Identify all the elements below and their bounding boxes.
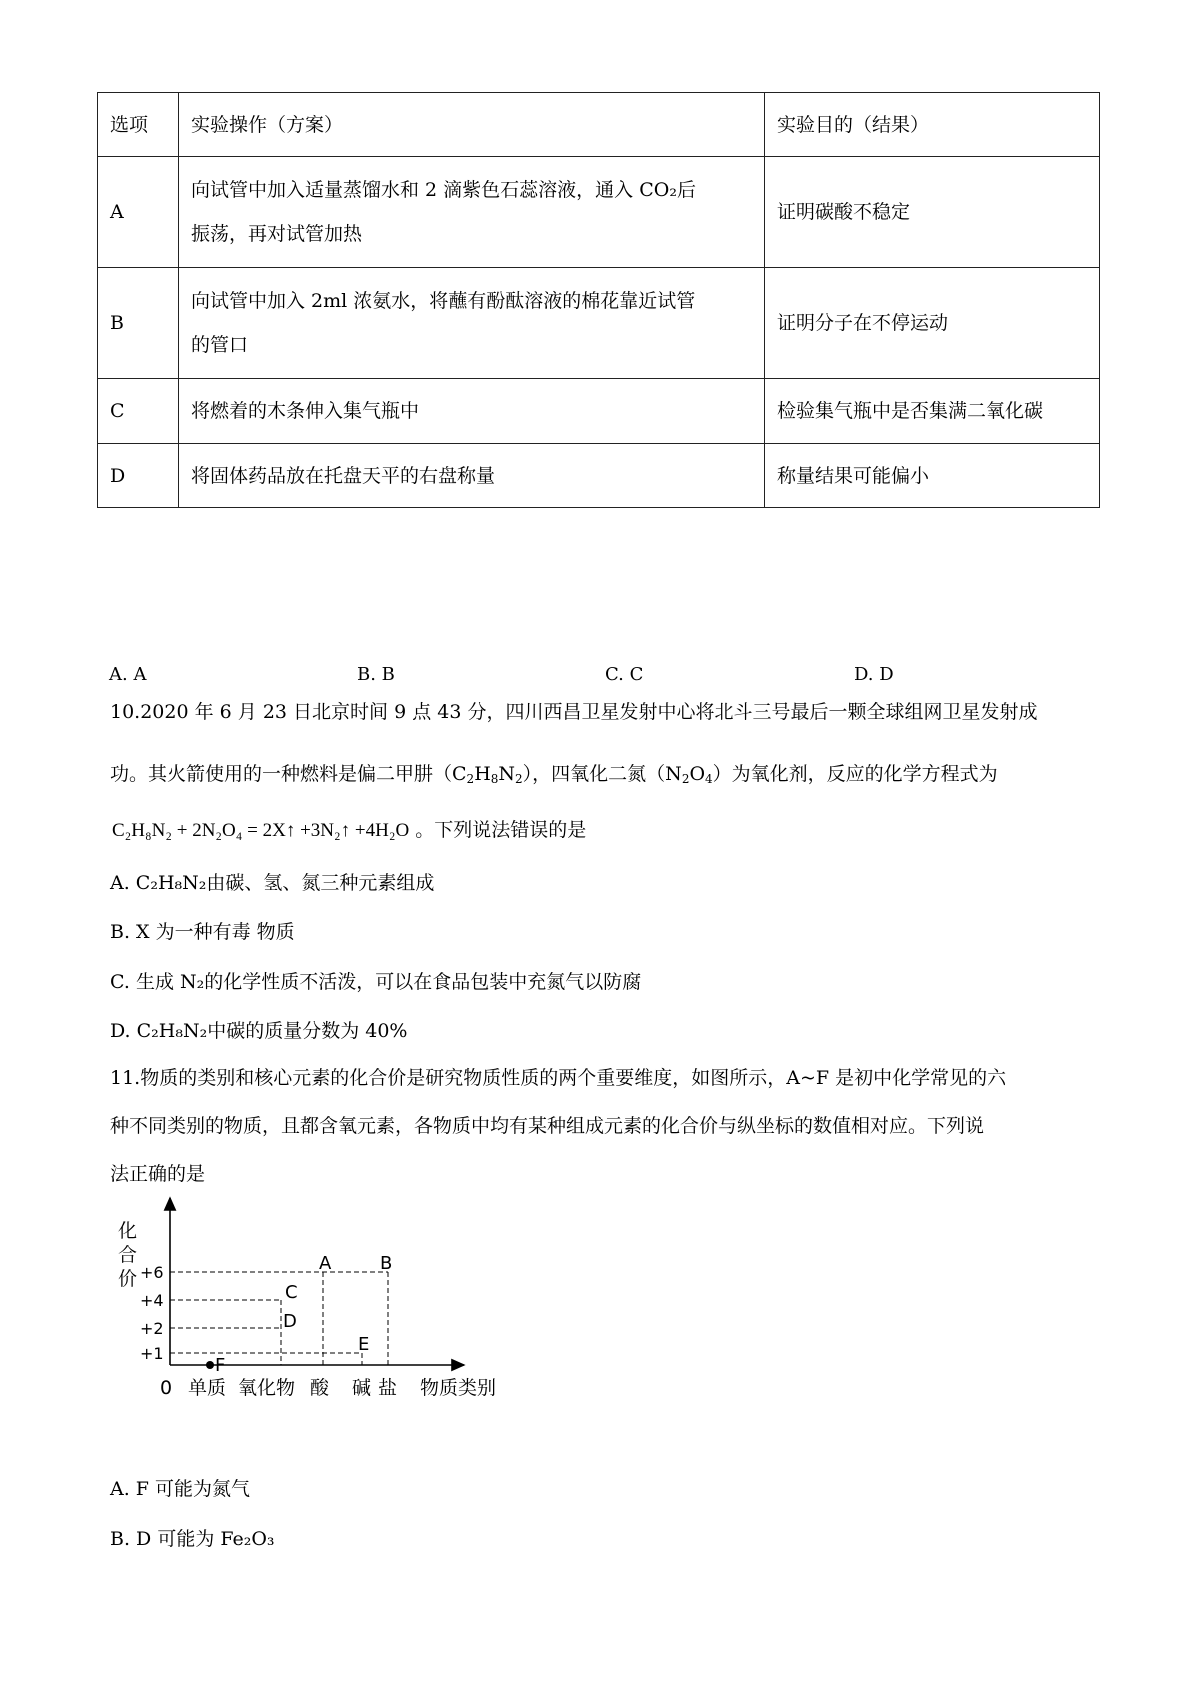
q9-option-a: A. A <box>109 664 147 685</box>
point-label-e: E <box>358 1334 370 1355</box>
q10-option-d: D. C₂H₈N₂中碳的质量分数为 40% <box>110 1020 408 1042</box>
y-tick-label: +6 <box>140 1263 164 1282</box>
point-label-a: A <box>319 1253 332 1274</box>
q11-stem-line3: 法正确的是 <box>110 1163 206 1185</box>
q11-option-a: A. F 可能为氮气 <box>110 1478 251 1500</box>
q11-stem-line1: 11.物质的类别和核心元素的化合价是研究物质性质的两个重要维度，如图所示，A~F 是初中化学常见的六 <box>110 1067 1007 1089</box>
y-tick-label: +4 <box>140 1291 164 1310</box>
row-operation <box>179 157 765 268</box>
x-tick-label: 氧化物 <box>238 1377 296 1399</box>
table-row <box>98 157 1100 268</box>
q11-option-b: B. D 可能为 Fe₂O₃ <box>110 1528 275 1550</box>
row-goal: 证明分子在不停运动 <box>765 268 1100 379</box>
row-option: D <box>98 444 179 508</box>
q10-stem-line1: 10.2020 年 6 月 23 日北京时间 9 点 43 分，四川西昌卫星发射中心将北斗三号最后一颗全球组网卫星发射成 <box>110 701 1038 723</box>
q10-option-a: A. C₂H₈N₂由碳、氢、氮三种元素组成 <box>110 872 435 894</box>
guide-lines <box>170 1272 388 1365</box>
point-f-marker <box>206 1361 214 1369</box>
table-row <box>98 268 1100 379</box>
header-option: 选项 <box>98 93 179 157</box>
y-tick-label: +2 <box>140 1319 164 1338</box>
operation-line: 振荡，再对试管加热 <box>191 223 363 245</box>
row-option: A <box>98 157 179 268</box>
q10-option-c: C. 生成 N₂的化学性质不活泼，可以在食品包装中充氮气以防腐 <box>110 971 642 993</box>
q9-option-d: D. D <box>854 664 894 685</box>
row-goal: 检验集气瓶中是否集满二氧化碳 <box>765 379 1100 444</box>
point-label-c: C <box>285 1282 298 1303</box>
q9-option-b: B. B <box>357 664 395 685</box>
row-option: C <box>98 379 179 444</box>
x-axis-title: 物质类别 <box>420 1377 497 1399</box>
operation-line: 向试管中加入 2ml 浓氨水，将蘸有酚酞溶液的棉花靠近试管 <box>191 290 696 312</box>
row-operation <box>179 268 765 379</box>
point-labels <box>215 1253 392 1376</box>
point-label-d: D <box>283 1311 297 1332</box>
point-label-b: B <box>380 1253 393 1274</box>
table-header-row <box>98 93 1100 157</box>
y-axis-label: 化 合 价 <box>118 1220 138 1290</box>
x-tick-label: 盐 <box>378 1377 398 1399</box>
y-tick-label: +1 <box>140 1344 164 1363</box>
header-operation: 实验操作（方案） <box>179 93 765 157</box>
chemical-equation: C₂H₈N₂ + 2N₂O₄ = 2X↑ +3N₂↑ +4H₂O <box>112 820 410 841</box>
x-tick-label: 碱 <box>352 1377 372 1399</box>
q10-equation-line <box>112 815 586 842</box>
q9-option-c: C. C <box>605 664 644 685</box>
q10-stem-line2: 功。其火箭使用的一种燃料是偏二甲肼$(C_2H_8N_2)$，四氧化二氮$(N_2O_4)$为氧化剂，反应的化学方程式为 <box>110 763 998 786</box>
experiment-table <box>97 92 1100 508</box>
row-operation: 将固体药品放在托盘天平的右盘称量 <box>179 444 765 508</box>
q11-stem-line2: 种不同类别的物质，且都含氧元素，各物质中均有某种组成元素的化合价与纵坐标的数值相对应。下列说 <box>110 1115 985 1137</box>
row-goal: 称量结果可能偏小 <box>765 444 1100 508</box>
y-tick-labels <box>140 1263 164 1363</box>
operation-line: 向试管中加入适量蒸馏水和 2 滴紫色石蕊溶液，通入 CO₂后 <box>191 179 696 201</box>
valence-category-figure <box>110 1190 530 1410</box>
x-tick-label: 单质 <box>188 1377 227 1399</box>
row-goal: 证明碳酸不稳定 <box>765 157 1100 268</box>
figure-svg <box>110 1190 530 1410</box>
q10-question: 。下列说法错误的是 <box>409 819 587 841</box>
table-row <box>98 444 1100 508</box>
point-label-f: F <box>215 1355 226 1376</box>
x-tick-label: 酸 <box>310 1377 330 1399</box>
x-tick-label: 0 <box>160 1377 173 1399</box>
row-operation: 将燃着的木条伸入集气瓶中 <box>179 379 765 444</box>
header-goal: 实验目的（结果） <box>765 93 1100 157</box>
table-row <box>98 379 1100 444</box>
q10-option-b: B. X 为一种有毒 物质 <box>110 921 295 943</box>
row-option: B <box>98 268 179 379</box>
operation-line: 的管口 <box>191 334 249 356</box>
x-category-labels <box>160 1377 496 1399</box>
